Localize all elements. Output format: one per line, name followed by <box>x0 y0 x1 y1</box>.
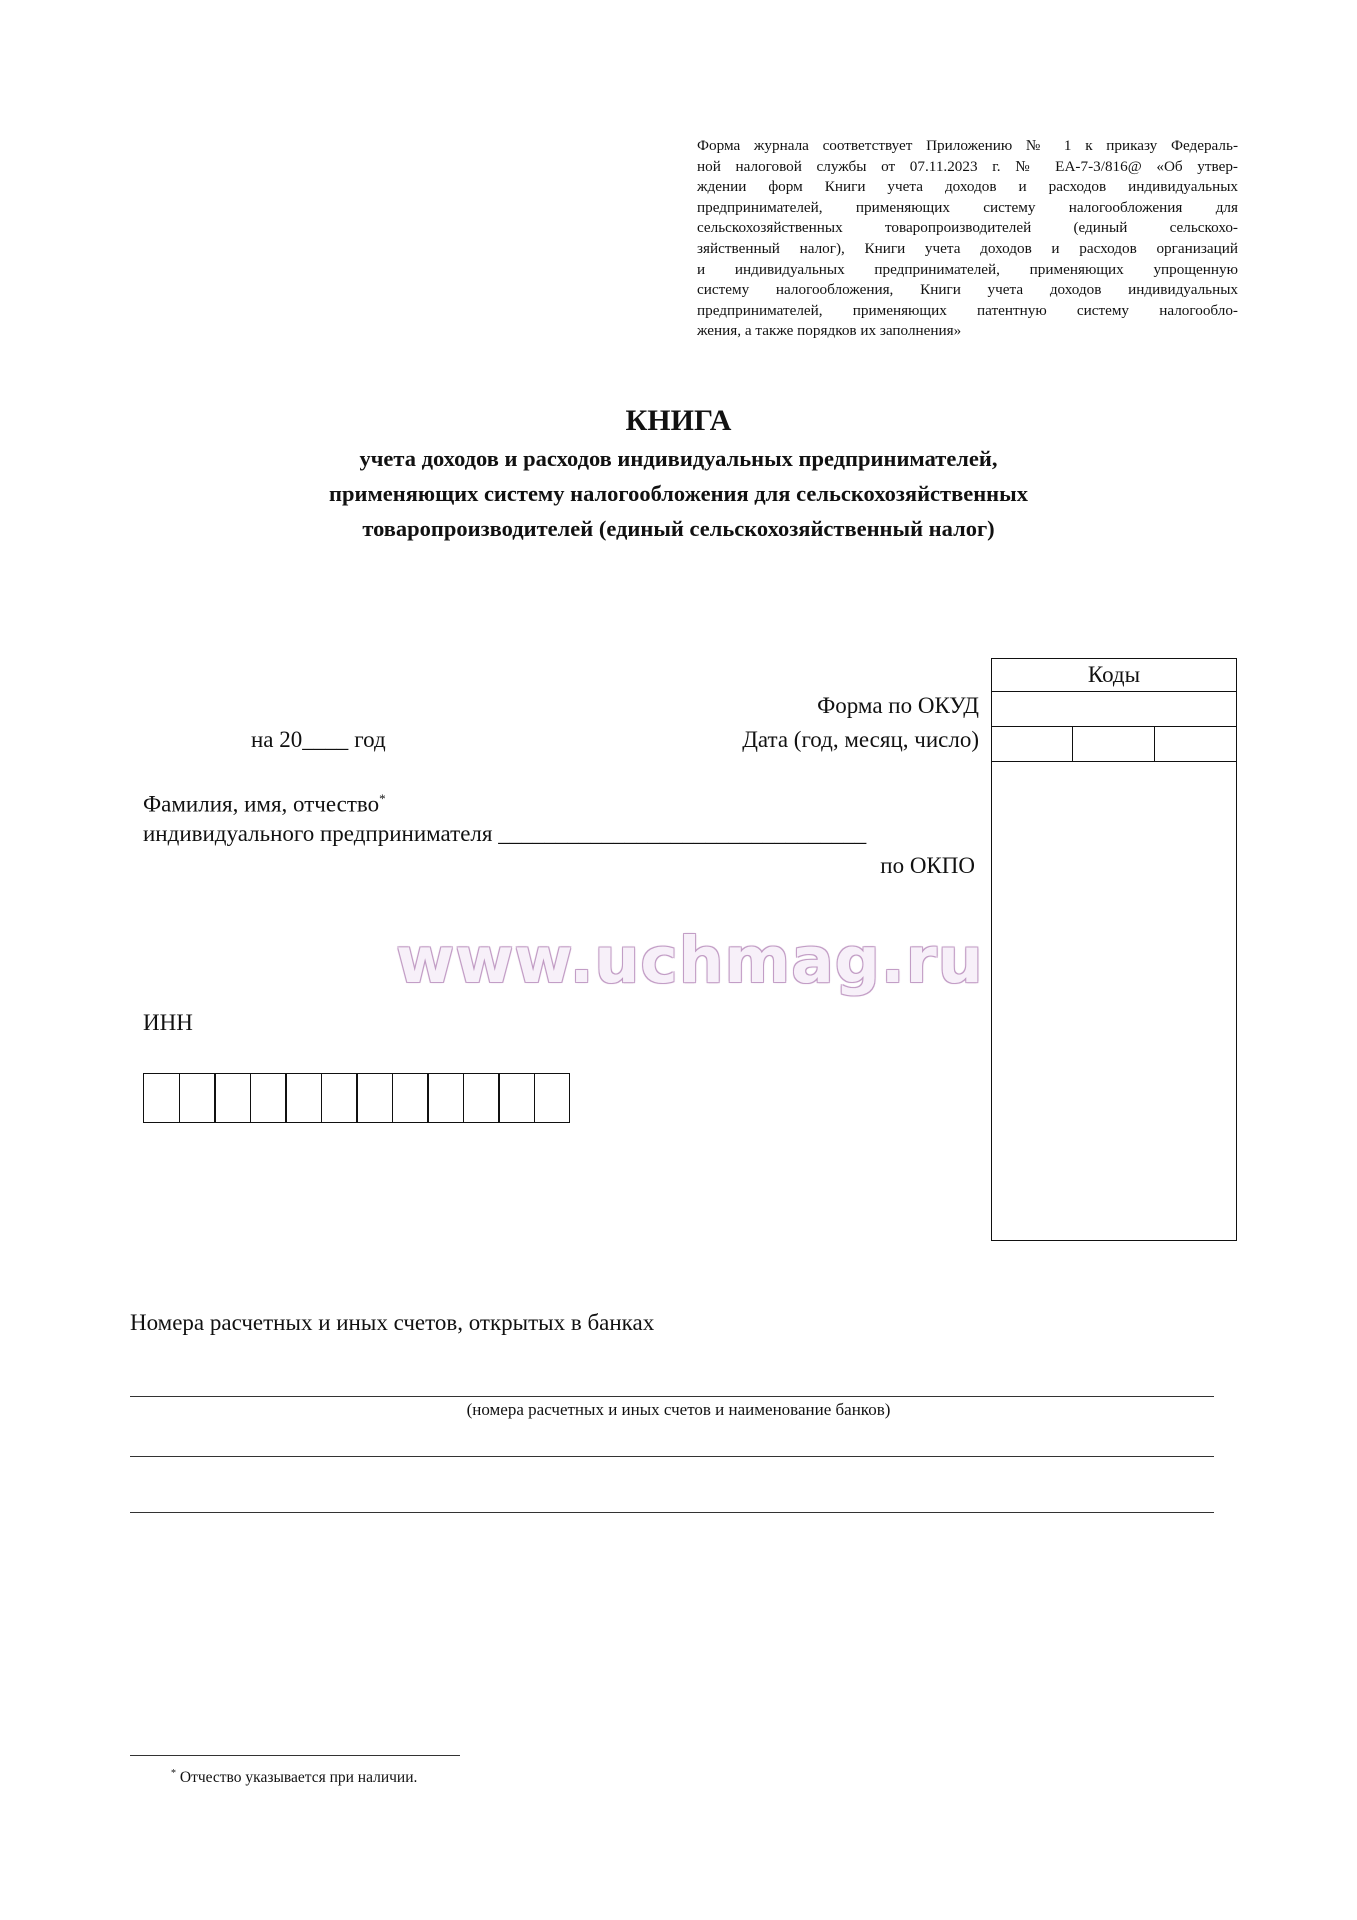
inn-cell[interactable] <box>250 1073 287 1123</box>
watermark: www.uchmag.ru <box>396 924 984 997</box>
header-note-line: предпринимателей, применяющих систему налогообложения для <box>697 198 1238 216</box>
inn-cells[interactable] <box>143 1073 569 1123</box>
fio-label-line2 <box>143 821 866 847</box>
footnote-separator <box>130 1755 460 1756</box>
codes-header: Коды <box>1087 662 1141 687</box>
okud-field[interactable] <box>991 691 1237 727</box>
document-subtitle-line: применяющих систему налогообложения для сельскохозяйственных <box>329 481 1028 506</box>
bank-accounts-line-1[interactable] <box>130 1396 1214 1397</box>
inn-cell[interactable] <box>214 1073 251 1123</box>
fio-blank[interactable]: ________________________________ <box>498 821 867 846</box>
date-month-field[interactable] <box>1072 726 1155 762</box>
date-day-field[interactable] <box>1154 726 1237 762</box>
fio-label-2: индивидуального предпринимателя <box>143 821 493 846</box>
fio-label-line1 <box>143 791 386 818</box>
header-note-line: ной налоговой службы от 07.11.2023 г. № ЕА-7-3/816@ «Об утвер- <box>697 157 1238 175</box>
fio-asterisk: * <box>379 791 386 806</box>
inn-cell[interactable] <box>498 1073 535 1123</box>
header-note-line: жения, а также порядков их заполнения» <box>697 322 962 340</box>
bank-accounts-line-2[interactable] <box>130 1456 1214 1457</box>
header-note-line: Форма журнала соответствует Приложению № 1 к приказу Федераль- <box>697 137 1238 154</box>
date-year-field[interactable] <box>991 726 1073 762</box>
header-note-line: зяйственный налог), Книги учета доходов и расходов организаций <box>697 239 1238 257</box>
header-note-line: ждении форм Книги учета доходов и расходов индивидуальных <box>697 178 1238 196</box>
header-note-line: систему налогообложения, Книги учета доходов индивидуальных <box>697 281 1238 299</box>
document-subtitle-line: товаропроизводителей (единый сельскохозяйственный налог) <box>362 516 995 541</box>
inn-cell[interactable] <box>285 1073 322 1123</box>
year-prefix: на 20 <box>251 727 303 752</box>
year-blank[interactable]: ____ <box>302 727 349 752</box>
inn-cell[interactable] <box>321 1073 358 1123</box>
header-note-line: предпринимателей, применяющих патентную систему налогообло- <box>697 301 1238 319</box>
inn-cell[interactable] <box>179 1073 216 1123</box>
header-note <box>697 136 1238 342</box>
inn-cell[interactable] <box>427 1073 464 1123</box>
year-suffix: год <box>354 727 386 752</box>
okpo-label: по ОКПО <box>880 853 975 878</box>
header-note-line: и индивидуальных предпринимателей, применяющих упрощенную <box>697 260 1238 278</box>
inn-cell[interactable] <box>143 1073 180 1123</box>
footnote-text: Отчество указывается при наличии. <box>179 1769 418 1787</box>
inn-cell[interactable] <box>534 1073 570 1123</box>
inn-cell[interactable] <box>463 1073 500 1123</box>
okud-label: Форма по ОКУД <box>817 693 979 718</box>
year-line <box>251 727 386 753</box>
bank-accounts-label: Номера расчетных и иных счетов, открытых в банках <box>130 1310 655 1335</box>
inn-cell[interactable] <box>392 1073 429 1123</box>
header-note-line: сельскохозяйственных товаропроизводителей (единый сельскохо- <box>697 219 1238 237</box>
document-subtitle-line: учета доходов и расходов индивидуальных предпринимателей, <box>359 446 998 471</box>
bank-accounts-line-3[interactable] <box>130 1512 1214 1513</box>
inn-label: ИНН <box>143 1010 193 1035</box>
document-title: КНИГА <box>625 404 732 437</box>
date-label: Дата (год, месяц, число) <box>742 727 979 752</box>
fio-label: Фамилия, имя, отчество <box>143 791 380 817</box>
footnote <box>171 1768 417 1787</box>
inn-cell[interactable] <box>356 1073 393 1123</box>
footnote-mark: * <box>171 1768 176 1779</box>
bank-accounts-caption: (номера расчетных и иных счетов и наименование банков) <box>466 1400 891 1419</box>
